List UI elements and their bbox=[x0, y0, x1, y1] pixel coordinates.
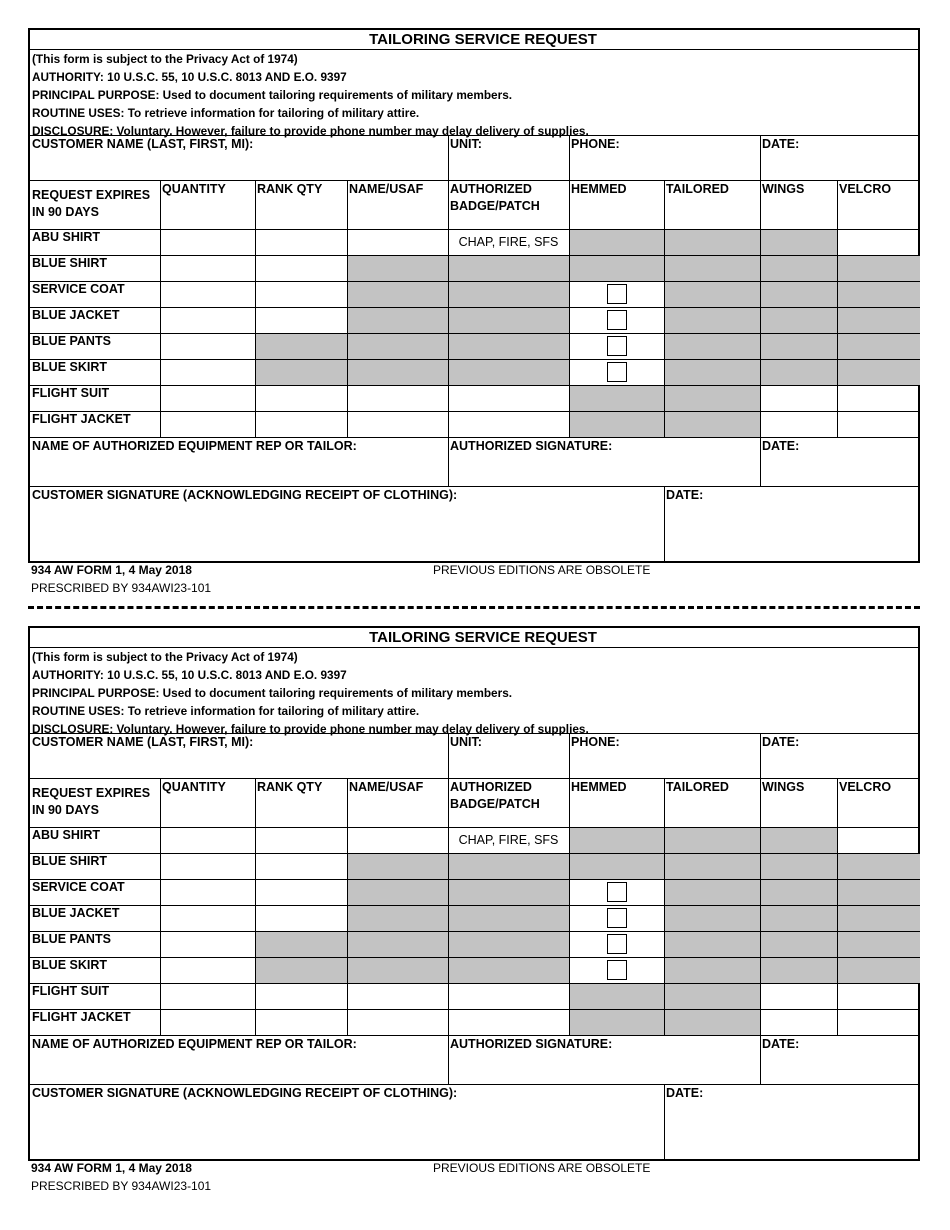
obsolete-note: PREVIOUS EDITIONS ARE OBSOLETE bbox=[433, 1161, 651, 1175]
entry-cell[interactable] bbox=[256, 282, 346, 306]
entry-cell[interactable] bbox=[161, 334, 254, 358]
column-header: RANK QTY bbox=[257, 780, 323, 794]
receipt-date-label: DATE: bbox=[666, 1086, 704, 1100]
item-label: BLUE PANTS bbox=[32, 932, 111, 946]
badge-note: CHAP, FIRE, SFS bbox=[458, 833, 559, 847]
entry-cell[interactable] bbox=[449, 386, 568, 410]
shaded-cell bbox=[570, 412, 664, 437]
privacy-statement bbox=[32, 50, 589, 140]
entry-cell[interactable] bbox=[161, 230, 254, 254]
shaded-cell bbox=[665, 230, 760, 255]
shaded-cell bbox=[665, 958, 760, 983]
entry-cell[interactable] bbox=[256, 308, 346, 332]
shaded-cell bbox=[665, 282, 760, 307]
entry-cell[interactable] bbox=[348, 828, 447, 852]
entry-cell[interactable] bbox=[256, 880, 346, 904]
authorized-signature-label: AUTHORIZED SIGNATURE: bbox=[450, 439, 613, 453]
entry-cell[interactable] bbox=[161, 932, 254, 956]
column-header: WINGS bbox=[762, 780, 805, 794]
column-header: VELCRO bbox=[839, 182, 892, 196]
entry-cell[interactable] bbox=[161, 984, 254, 1008]
shaded-cell bbox=[449, 958, 569, 983]
column-header: HEMMED bbox=[571, 780, 627, 794]
privacy-line: ROUTINE USES: To retrieve information for tailoring of military attire. bbox=[32, 106, 420, 120]
item-label: BLUE SKIRT bbox=[32, 360, 107, 374]
entry-cell[interactable] bbox=[348, 386, 447, 410]
entry-cell[interactable] bbox=[256, 230, 346, 254]
shaded-cell bbox=[665, 360, 760, 385]
entry-cell[interactable] bbox=[161, 906, 254, 930]
shaded-cell bbox=[449, 360, 569, 385]
shaded-cell bbox=[665, 334, 760, 359]
privacy-line: DISCLOSURE: Voluntary. However, failure to provide phone number may delay delivery of supplies. bbox=[32, 722, 589, 736]
entry-cell[interactable] bbox=[838, 230, 919, 254]
column-header: VELCRO bbox=[839, 780, 892, 794]
entry-cell[interactable] bbox=[449, 984, 568, 1008]
entry-cell[interactable] bbox=[761, 412, 836, 436]
entry-cell[interactable] bbox=[256, 828, 346, 852]
form-frame bbox=[28, 28, 920, 563]
entry-cell[interactable] bbox=[161, 854, 254, 878]
entry-cell[interactable] bbox=[256, 412, 346, 436]
hemmed-checkbox[interactable] bbox=[607, 362, 627, 382]
entry-cell[interactable] bbox=[256, 854, 346, 878]
privacy-line: PRINCIPAL PURPOSE: Used to document tailoring requirements of military members. bbox=[32, 88, 513, 102]
item-label: BLUE SHIRT bbox=[32, 256, 107, 270]
shaded-cell bbox=[761, 958, 837, 983]
shaded-cell bbox=[838, 880, 920, 905]
entry-cell[interactable] bbox=[838, 386, 919, 410]
item-label: BLUE PANTS bbox=[32, 334, 111, 348]
badge-note: CHAP, FIRE, SFS bbox=[458, 235, 559, 249]
shaded-cell bbox=[838, 932, 920, 957]
entry-cell[interactable] bbox=[348, 412, 447, 436]
customer-name-label: CUSTOMER NAME (LAST, FIRST, MI): bbox=[32, 137, 254, 151]
item-label: BLUE SHIRT bbox=[32, 854, 107, 868]
column-header: TAILORED bbox=[666, 182, 729, 196]
hemmed-checkbox[interactable] bbox=[607, 284, 627, 304]
shaded-cell bbox=[449, 906, 569, 931]
shaded-cell bbox=[570, 230, 664, 255]
column-header: WINGS bbox=[762, 182, 805, 196]
entry-cell[interactable] bbox=[449, 1010, 568, 1034]
entry-cell[interactable] bbox=[161, 360, 254, 384]
entry-cell[interactable] bbox=[256, 256, 346, 280]
column-header: TAILORED bbox=[666, 780, 729, 794]
item-label: SERVICE COAT bbox=[32, 880, 125, 894]
entry-cell[interactable] bbox=[161, 282, 254, 306]
form-copy-top bbox=[28, 28, 920, 606]
column-header: HEMMED bbox=[571, 182, 627, 196]
item-label: SERVICE COAT bbox=[32, 282, 125, 296]
shaded-cell bbox=[348, 958, 448, 983]
shaded-cell bbox=[348, 906, 448, 931]
shaded-cell bbox=[761, 932, 837, 957]
column-header: NAME/USAF bbox=[349, 780, 424, 794]
shaded-cell bbox=[348, 880, 448, 905]
shaded-cell bbox=[665, 880, 760, 905]
shaded-cell bbox=[570, 1010, 664, 1035]
shaded-cell bbox=[570, 828, 664, 853]
customer-signature-label: CUSTOMER SIGNATURE (ACKNOWLEDGING RECEIPT OF CLOTHING): bbox=[32, 488, 458, 502]
shaded-cell bbox=[838, 256, 920, 281]
entry-cell[interactable] bbox=[348, 984, 447, 1008]
form-copy-bottom bbox=[28, 626, 920, 1204]
authorized-signature-label: AUTHORIZED SIGNATURE: bbox=[450, 1037, 613, 1051]
shaded-cell bbox=[348, 282, 448, 307]
rep-date-label: DATE: bbox=[762, 439, 800, 453]
privacy-statement bbox=[32, 648, 589, 738]
shaded-cell bbox=[348, 334, 448, 359]
privacy-line: ROUTINE USES: To retrieve information for tailoring of military attire. bbox=[32, 704, 420, 718]
column-header: RANK QTY bbox=[257, 182, 323, 196]
obsolete-note: PREVIOUS EDITIONS ARE OBSOLETE bbox=[433, 563, 651, 577]
form-title: TAILORING SERVICE REQUEST bbox=[369, 31, 597, 48]
phone-label: PHONE: bbox=[571, 137, 620, 151]
form-number: 934 AW FORM 1, 4 May 2018 bbox=[31, 1161, 192, 1175]
hemmed-checkbox[interactable] bbox=[607, 934, 627, 954]
shaded-cell bbox=[665, 256, 760, 281]
shaded-cell bbox=[838, 958, 920, 983]
shaded-cell bbox=[570, 984, 664, 1009]
unit-label: UNIT: bbox=[450, 137, 482, 151]
grid-line bbox=[664, 778, 665, 1035]
shaded-cell bbox=[665, 412, 760, 437]
shaded-cell bbox=[449, 282, 569, 307]
shaded-cell bbox=[256, 958, 347, 983]
hemmed-checkbox[interactable] bbox=[607, 336, 627, 356]
shaded-cell bbox=[570, 854, 664, 879]
shaded-cell bbox=[761, 256, 837, 281]
privacy-line: (This form is subject to the Privacy Act of 1974) bbox=[32, 650, 298, 664]
form-number: 934 AW FORM 1, 4 May 2018 bbox=[31, 563, 192, 577]
shaded-cell bbox=[761, 308, 837, 333]
column-header: QUANTITY bbox=[162, 182, 226, 196]
shaded-cell bbox=[348, 854, 448, 879]
privacy-line: AUTHORITY: 10 U.S.C. 55, 10 U.S.C. 8013 AND E.O. 9397 bbox=[32, 668, 347, 682]
column-header: NAME/USAF bbox=[349, 182, 424, 196]
prescribed-by: PRESCRIBED BY 934AWI23-101 bbox=[31, 581, 212, 595]
shaded-cell bbox=[761, 230, 837, 255]
cut-line bbox=[28, 606, 920, 609]
shaded-cell bbox=[761, 282, 837, 307]
shaded-cell bbox=[838, 854, 920, 879]
shaded-cell bbox=[449, 308, 569, 333]
shaded-cell bbox=[665, 854, 760, 879]
column-header: AUTHORIZED BADGE/PATCH bbox=[450, 780, 540, 811]
shaded-cell bbox=[665, 1010, 760, 1035]
customer-date-label: DATE: bbox=[762, 137, 800, 151]
item-label: BLUE JACKET bbox=[32, 906, 120, 920]
shaded-cell bbox=[449, 854, 569, 879]
receipt-date-label: DATE: bbox=[666, 488, 704, 502]
entry-cell[interactable] bbox=[161, 880, 254, 904]
privacy-line: PRINCIPAL PURPOSE: Used to document tailoring requirements of military members. bbox=[32, 686, 513, 700]
entry-cell[interactable] bbox=[838, 984, 919, 1008]
shaded-cell bbox=[449, 256, 569, 281]
item-label: ABU SHIRT bbox=[32, 230, 101, 244]
shaded-cell bbox=[449, 932, 569, 957]
shaded-cell bbox=[256, 932, 347, 957]
rep-date-label: DATE: bbox=[762, 1037, 800, 1051]
unit-label: UNIT: bbox=[450, 735, 482, 749]
column-header: AUTHORIZED BADGE/PATCH bbox=[450, 182, 540, 213]
customer-signature-label: CUSTOMER SIGNATURE (ACKNOWLEDGING RECEIPT OF CLOTHING): bbox=[32, 1086, 458, 1100]
shaded-cell bbox=[761, 828, 837, 853]
shaded-cell bbox=[665, 386, 760, 411]
entry-cell[interactable] bbox=[449, 412, 568, 436]
customer-date-label: DATE: bbox=[762, 735, 800, 749]
shaded-cell bbox=[348, 308, 448, 333]
shaded-cell bbox=[570, 256, 664, 281]
item-label: FLIGHT JACKET bbox=[32, 412, 131, 426]
form-frame bbox=[28, 626, 920, 1161]
shaded-cell bbox=[570, 386, 664, 411]
shaded-cell bbox=[761, 360, 837, 385]
grid-line bbox=[664, 180, 665, 437]
entry-cell[interactable] bbox=[161, 308, 254, 332]
hemmed-checkbox[interactable] bbox=[607, 310, 627, 330]
shaded-cell bbox=[761, 334, 837, 359]
entry-cell[interactable] bbox=[348, 1010, 447, 1034]
column-header: REQUEST EXPIRES IN 90 DAYS bbox=[32, 786, 151, 817]
item-label: FLIGHT SUIT bbox=[32, 386, 110, 400]
item-label: BLUE SKIRT bbox=[32, 958, 107, 972]
shaded-cell bbox=[761, 880, 837, 905]
hemmed-checkbox[interactable] bbox=[607, 882, 627, 902]
shaded-cell bbox=[348, 932, 448, 957]
customer-name-label: CUSTOMER NAME (LAST, FIRST, MI): bbox=[32, 735, 254, 749]
hemmed-checkbox[interactable] bbox=[607, 908, 627, 928]
item-label: FLIGHT JACKET bbox=[32, 1010, 131, 1024]
item-label: ABU SHIRT bbox=[32, 828, 101, 842]
entry-cell[interactable] bbox=[838, 1010, 919, 1034]
shaded-cell bbox=[838, 282, 920, 307]
entry-cell[interactable] bbox=[761, 984, 836, 1008]
shaded-cell bbox=[256, 360, 347, 385]
shaded-cell bbox=[838, 308, 920, 333]
privacy-line: DISCLOSURE: Voluntary. However, failure to provide phone number may delay delivery of supplies. bbox=[32, 124, 589, 138]
phone-label: PHONE: bbox=[571, 735, 620, 749]
entry-cell[interactable] bbox=[161, 386, 254, 410]
entry-cell[interactable] bbox=[161, 958, 254, 982]
shaded-cell bbox=[761, 906, 837, 931]
entry-cell[interactable] bbox=[161, 828, 254, 852]
privacy-line: (This form is subject to the Privacy Act of 1974) bbox=[32, 52, 298, 66]
column-header: REQUEST EXPIRES IN 90 DAYS bbox=[32, 188, 151, 219]
entry-cell[interactable] bbox=[761, 386, 836, 410]
shaded-cell bbox=[348, 360, 448, 385]
shaded-cell bbox=[665, 828, 760, 853]
item-label: FLIGHT SUIT bbox=[32, 984, 110, 998]
entry-cell[interactable] bbox=[761, 1010, 836, 1034]
shaded-cell bbox=[665, 932, 760, 957]
entry-cell[interactable] bbox=[256, 1010, 346, 1034]
shaded-cell bbox=[838, 360, 920, 385]
entry-cell[interactable] bbox=[161, 1010, 254, 1034]
hemmed-checkbox[interactable] bbox=[607, 960, 627, 980]
shaded-cell bbox=[761, 854, 837, 879]
entry-cell[interactable] bbox=[256, 386, 346, 410]
entry-cell[interactable] bbox=[256, 984, 346, 1008]
entry-cell[interactable] bbox=[161, 412, 254, 436]
entry-cell[interactable] bbox=[838, 412, 919, 436]
shaded-cell bbox=[348, 256, 448, 281]
entry-cell[interactable] bbox=[838, 828, 919, 852]
entry-cell[interactable] bbox=[348, 230, 447, 254]
entry-cell[interactable] bbox=[256, 906, 346, 930]
entry-cell[interactable] bbox=[161, 256, 254, 280]
shaded-cell bbox=[449, 334, 569, 359]
shaded-cell bbox=[838, 334, 920, 359]
rep-tailor-label: NAME OF AUTHORIZED EQUIPMENT REP OR TAILOR: bbox=[32, 1037, 357, 1051]
shaded-cell bbox=[665, 308, 760, 333]
shaded-cell bbox=[665, 984, 760, 1009]
form-title: TAILORING SERVICE REQUEST bbox=[369, 629, 597, 646]
column-header: QUANTITY bbox=[162, 780, 226, 794]
prescribed-by: PRESCRIBED BY 934AWI23-101 bbox=[31, 1179, 212, 1193]
privacy-line: AUTHORITY: 10 U.S.C. 55, 10 U.S.C. 8013 AND E.O. 9397 bbox=[32, 70, 347, 84]
shaded-cell bbox=[665, 906, 760, 931]
rep-tailor-label: NAME OF AUTHORIZED EQUIPMENT REP OR TAILOR: bbox=[32, 439, 357, 453]
shaded-cell bbox=[838, 906, 920, 931]
item-label: BLUE JACKET bbox=[32, 308, 120, 322]
shaded-cell bbox=[449, 880, 569, 905]
shaded-cell bbox=[256, 334, 347, 359]
